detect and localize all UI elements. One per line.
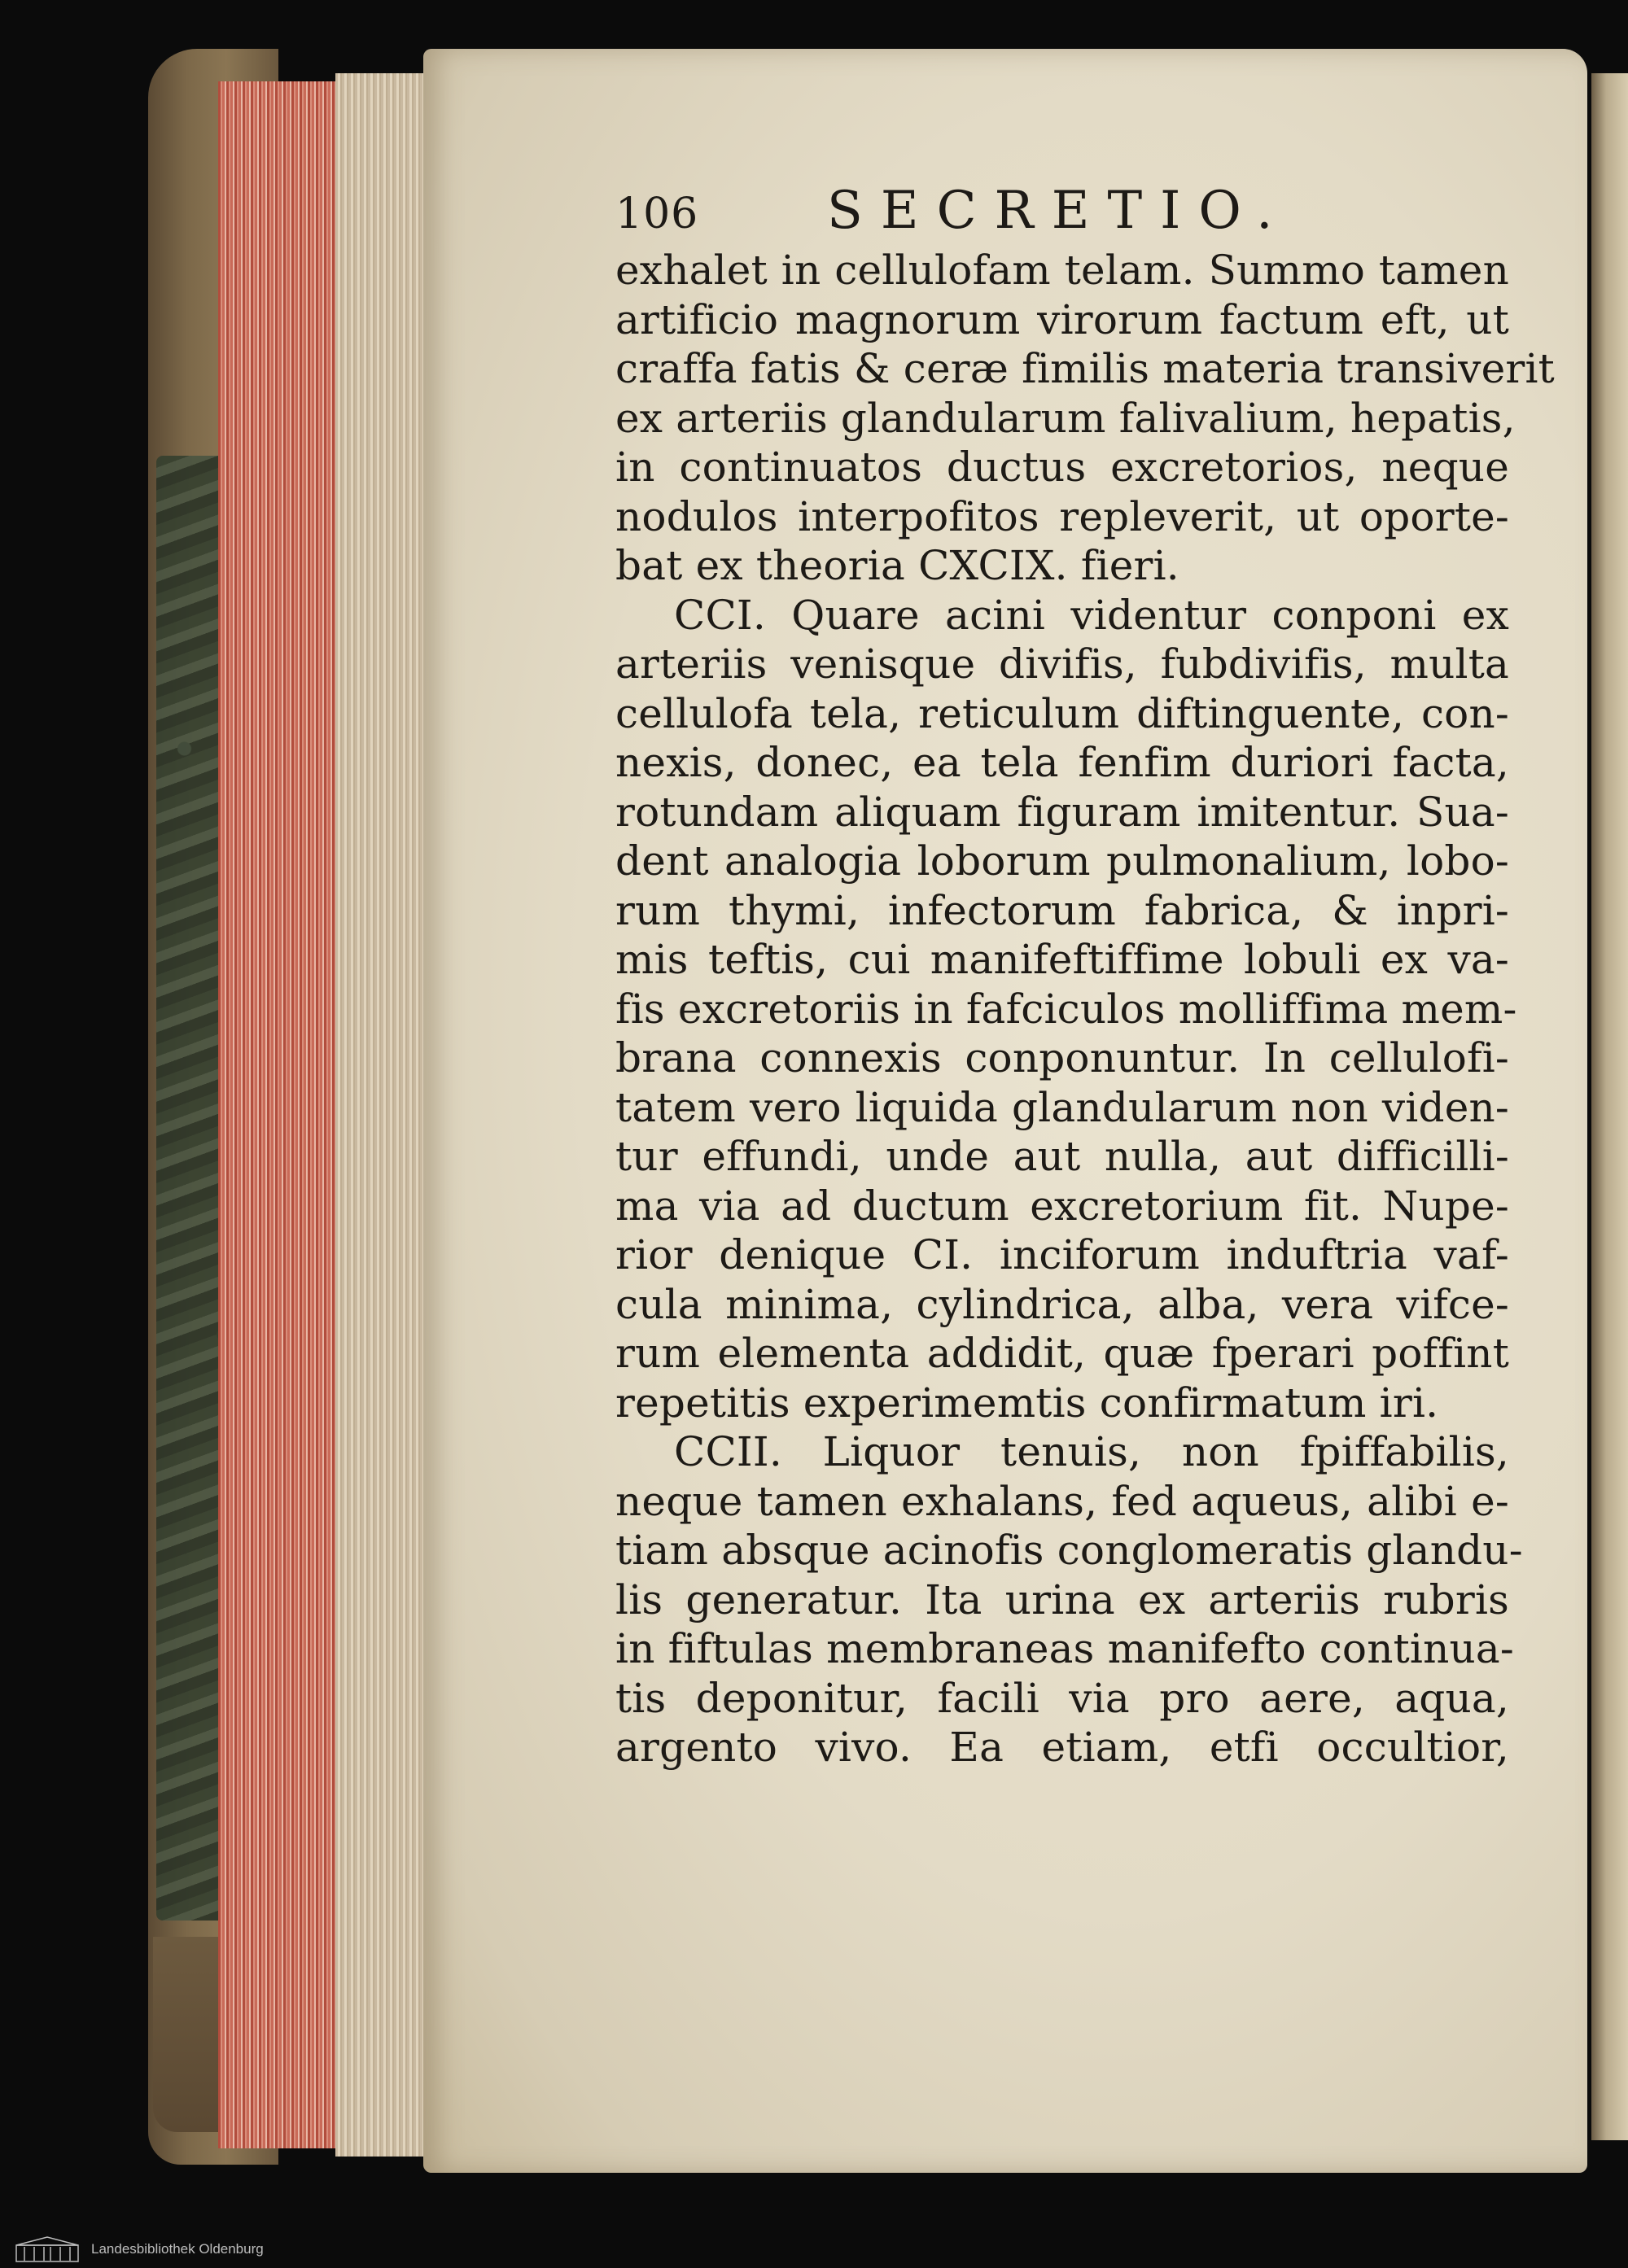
text-line: artificio magnorum virorum factum eft, ut [615,295,1509,343]
text-line: fis excretoriis in fafciculos molliffima mem- [615,985,1517,1033]
text-line: in fiftulas membraneas manifefto continua- [615,1625,1515,1672]
page-edges [335,73,425,2157]
text-line: bat ex theoria CXCIX. fieri. [615,542,1179,589]
text-line: rior denique CI. inciforum induftria vaf- [615,1231,1509,1278]
text-line: exhalet in cellulofam telam. Summo tamen [615,247,1509,294]
text-line: nexis, donec, ea tela fenfim duriori facta, [615,739,1509,786]
page-header [615,181,1509,243]
running-title: SECRETIO. [827,181,1291,241]
text-line: mis teftis, cui manifeftiffime lobuli ex va- [615,936,1509,983]
text-line: rum elementa addidit, quæ fperari poffint [615,1330,1509,1377]
text-line: repetitis experimemtis confirmatum iri. [615,1379,1439,1427]
text-line: ma via ad ductum excretorium fit. Nupe- [615,1182,1509,1230]
text-line: dent analogia loborum pulmonalium, lobo- [615,837,1509,885]
library-building-icon [15,2235,80,2263]
library-name: Landesbibliothek Oldenburg [91,2240,264,2257]
text-line: rum thymi, infectorum fabrica, & inpri- [615,886,1509,934]
text-line: arteriis venisque divifis, fubdivifis, multa [615,640,1509,688]
text-line: tiam absque acinofis conglomeratis glandu- [615,1527,1523,1574]
text-line: tur effundi, unde aut nulla, aut difficilli- [615,1133,1509,1180]
text-line: tatem vero liquida glandularum non viden- [615,1083,1509,1131]
text-line: in continuatos ductus excretorios, neque [615,444,1509,491]
text-line: rotundam aliquam figuram imitentur. Sua- [615,788,1509,836]
text-line: ex arteriis glandularum falivalium, hepatis, [615,394,1516,442]
text-line: argento vivo. Ea etiam, etfi occultior, [615,1724,1509,1771]
text-line: nodulos interpofitos repleverit, ut oporte- [615,492,1509,540]
text-line: neque tamen exhalans, fed aqueus, alibi e- [615,1477,1509,1525]
body-text [615,246,1555,1772]
text-line: brana connexis conponuntur. In cellulofi- [615,1034,1509,1082]
footer-bar [0,2230,1628,2268]
text-line: tis deponitur, facili via pro aere, aqua, [615,1674,1509,1722]
text-line: CCI. Quare acini videntur conponi ex [674,591,1509,639]
text-line: cellulofa tela, reticulum diftinguente, con- [615,689,1509,737]
text-line: lis generatur. Ita urina ex arteriis rubris [615,1575,1509,1623]
text-line: cula minima, cylindrica, alba, vera vifce- [615,1280,1509,1328]
page-number: 106 [615,190,699,238]
text-line: craffa fatis & ceræ fimilis materia transiverit [615,345,1555,392]
text-line: CCII. Liquor tenuis, non fpiffabilis, [674,1428,1509,1475]
facing-page-edge [1591,73,1628,2140]
page-text [615,181,1555,1772]
